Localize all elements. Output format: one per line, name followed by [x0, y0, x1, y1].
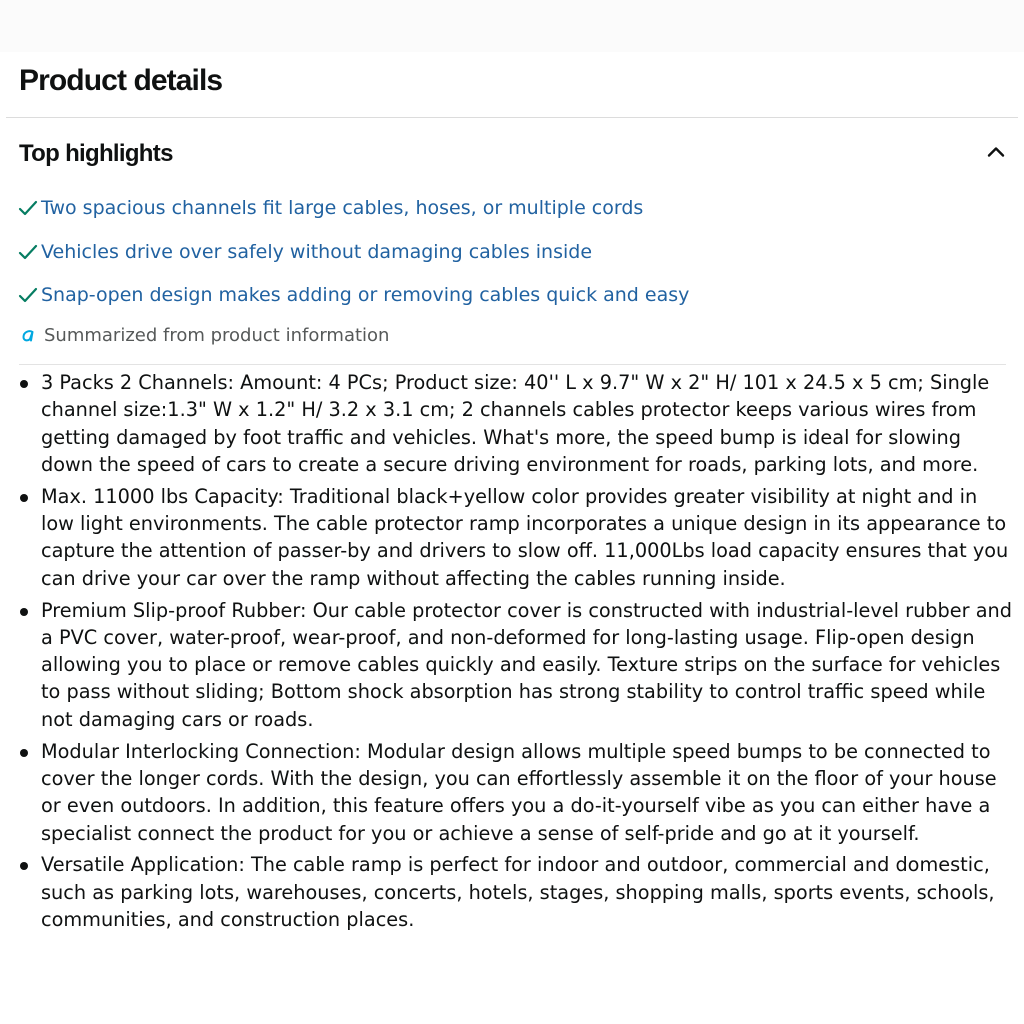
page-title: Product details	[19, 64, 223, 97]
feature-bullet-text: 3 Packs 2 Channels: Amount: 4 PCs; Product size: 40'' L x 9.7" W x 2" H/ 101 x 24.5 x 5 cm; Single channel size:1.3" W x 1.2" H/ 3.2 x 3.1 cm; 2 channels cables protector keeps various wires from getting damaged by foot traffic and vehicles. What's more, the speed bump is ideal for slowing down the speed of cars to create a secure driving environment for roads, parking lots, and more.	[41, 371, 990, 476]
chevron-up-icon	[982, 138, 1010, 166]
highlight-item	[0, 277, 1024, 321]
ai-summary-note	[0, 321, 1024, 351]
bullet-dot	[20, 749, 28, 757]
bullet-dot	[20, 494, 28, 502]
summary-divider	[19, 364, 1006, 365]
check-icon	[18, 198, 38, 218]
feature-bullet-text: Max. 11000 lbs Capacity: Traditional black+yellow color provides greater visibility at night and in low light environments. The cable protector ramp incorporates a unique design in its appearance to capture the attention of passer-by and drivers to slow off. 11,000Lbs load capacity ensures that you can drive your car over the ramp without affecting the cables running inside.	[41, 484, 1009, 590]
feature-bullet-text: Premium Slip-proof Rubber: Our cable protector cover is constructed with industrial-level rubber and a PVC cover, water-proof, wear-proof, and non-deformed for long-lasting usage. Flip-open design allowing you to place or remove cables quickly and easily. Texture strips on the surface for vehicles to pass without sliding; Bottom shock absorption has strong stability to control traffic speed while not damaging cars or roads.	[41, 598, 1012, 731]
check-icon	[18, 242, 38, 262]
highlight-text: Two spacious channels fit large cables, hoses, or multiple cords	[41, 197, 644, 219]
ai-summary-icon	[20, 328, 36, 344]
feature-bullet	[0, 597, 1024, 733]
bullet-dot	[20, 862, 28, 870]
highlight-text: Snap-open design makes adding or removing cables quick and easy	[41, 284, 690, 306]
highlight-item	[0, 234, 1024, 278]
collapse-button[interactable]	[982, 138, 1010, 166]
bullet-dot	[20, 380, 28, 388]
check-icon	[18, 285, 38, 305]
top-highlights-header[interactable]	[0, 132, 1024, 176]
highlight-item	[0, 190, 1024, 234]
highlights-list	[0, 190, 1024, 321]
section-divider	[6, 117, 1018, 118]
top-highlights-title: Top highlights	[19, 140, 173, 167]
feature-bullet-list	[0, 369, 1024, 938]
feature-bullet	[0, 483, 1024, 592]
feature-bullet	[0, 851, 1024, 933]
feature-bullet-text: Modular Interlocking Connection: Modular design allows multiple speed bumps to be connected to cover the longer cords. With the design, you can effortlessly assemble it on the floor of your house or even outdoors. In addition, this feature offers you a do-it-yourself vibe as you can either have a specialist connect the product for you or achieve a sense of self-pride and go at it yourself.	[41, 739, 997, 845]
feature-bullet	[0, 738, 1024, 847]
top-band	[0, 0, 1024, 52]
feature-bullet	[0, 369, 1024, 478]
feature-bullet-text: Versatile Application: The cable ramp is perfect for indoor and outdoor, commercial and domestic, such as parking lots, warehouses, concerts, hotels, stages, shopping malls, sports events, schools, communities, and construction places.	[41, 853, 995, 932]
bullet-dot	[20, 608, 28, 616]
summary-text: Summarized from product information	[44, 325, 390, 346]
highlight-text: Vehicles drive over safely without damaging cables inside	[41, 240, 593, 263]
